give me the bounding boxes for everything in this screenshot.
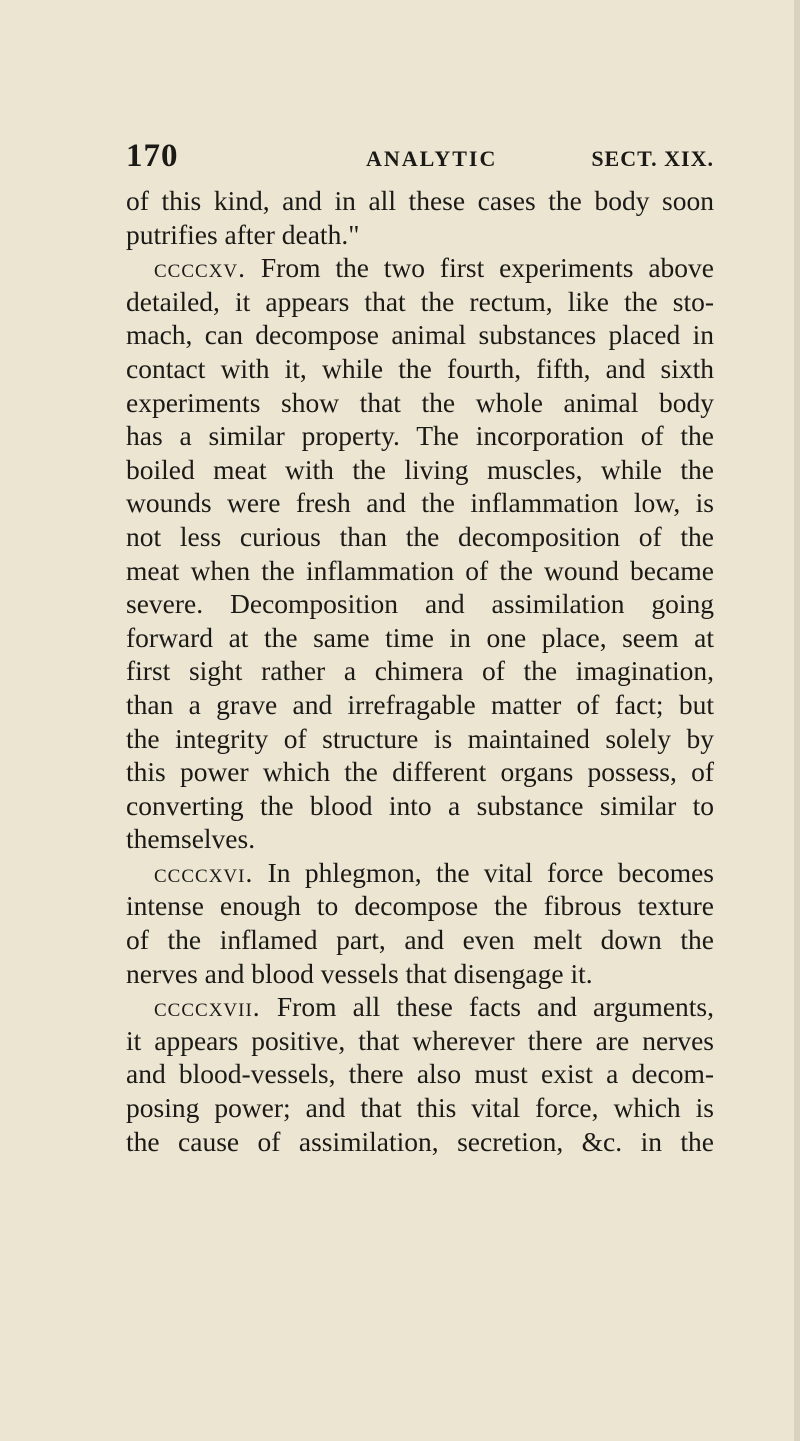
text-line: intense enough to decompose the fibrous texture — [126, 890, 714, 922]
text-line: of this kind, and in all these cases the body soon — [126, 185, 714, 216]
page-edge-shadow — [794, 0, 800, 1441]
running-title: ANALYTIC — [366, 146, 498, 171]
text-line: experiments show that the whole animal body — [126, 386, 714, 418]
paragraph-number: ccccxvi. — [154, 856, 254, 888]
text-line: wounds were fresh and the inflammation low, is — [126, 487, 714, 519]
text-line: severe. Decomposition and assimilation going — [126, 588, 714, 620]
text-line: the integrity of structure is maintained solely by — [126, 722, 714, 754]
text-line: mach, can decompose animal substances placed in — [126, 319, 714, 351]
page-number: 170 — [126, 138, 179, 174]
paragraph-ccccxvii: ccccxvii. From all these facts and arguments, — [154, 991, 714, 1023]
text-line: contact with it, while the fourth, fifth, and sixth — [126, 352, 714, 384]
text-line: not less curious than the decomposition of the — [126, 520, 714, 552]
text-line: themselves. — [126, 823, 256, 855]
section-label: SECT. XIX. — [591, 146, 714, 171]
text-line: of the inflamed part, and even melt down the — [126, 924, 714, 956]
text-line: converting the blood into a substance similar to — [126, 789, 714, 821]
text-line: the cause of assimilation, secretion, &c. in the — [126, 1125, 714, 1157]
body-text — [126, 184, 714, 1158]
paragraph-ccccxv: ccccxv. From the two first experiments above — [154, 252, 714, 284]
text-line: forward at the same time in one place, seem at — [126, 621, 714, 653]
text-line: boiled meat with the living muscles, while the — [126, 453, 714, 485]
text-line: it appears positive, that wherever there are nerves — [126, 1024, 714, 1056]
text-line: than a grave and irrefragable matter of fact; but — [126, 688, 714, 720]
text-line: nerves and blood vessels that disengage it. — [126, 957, 593, 989]
page-header — [126, 138, 714, 178]
text-line: has a similar property. The incorporation of the — [126, 420, 714, 452]
paragraph-number: ccccxvii. — [154, 991, 261, 1023]
text-line: this power which the different organs possess, of — [126, 756, 714, 788]
text-line: putrifies after death." — [126, 218, 360, 250]
text-line: meat when the inflammation of the wound became — [126, 554, 714, 586]
paragraph-ccccxvi: ccccxvi. In phlegmon, the vital force becomes — [154, 856, 714, 888]
text-line: posing power; and that this vital force, which is — [126, 1092, 714, 1124]
paragraph-number: ccccxv. — [154, 252, 247, 284]
text-line: first sight rather a chimera of the imagination, — [126, 655, 714, 687]
text-line: detailed, it appears that the rectum, like the sto- — [126, 285, 714, 317]
text-line: and blood-vessels, there also must exist a decom- — [126, 1058, 714, 1090]
